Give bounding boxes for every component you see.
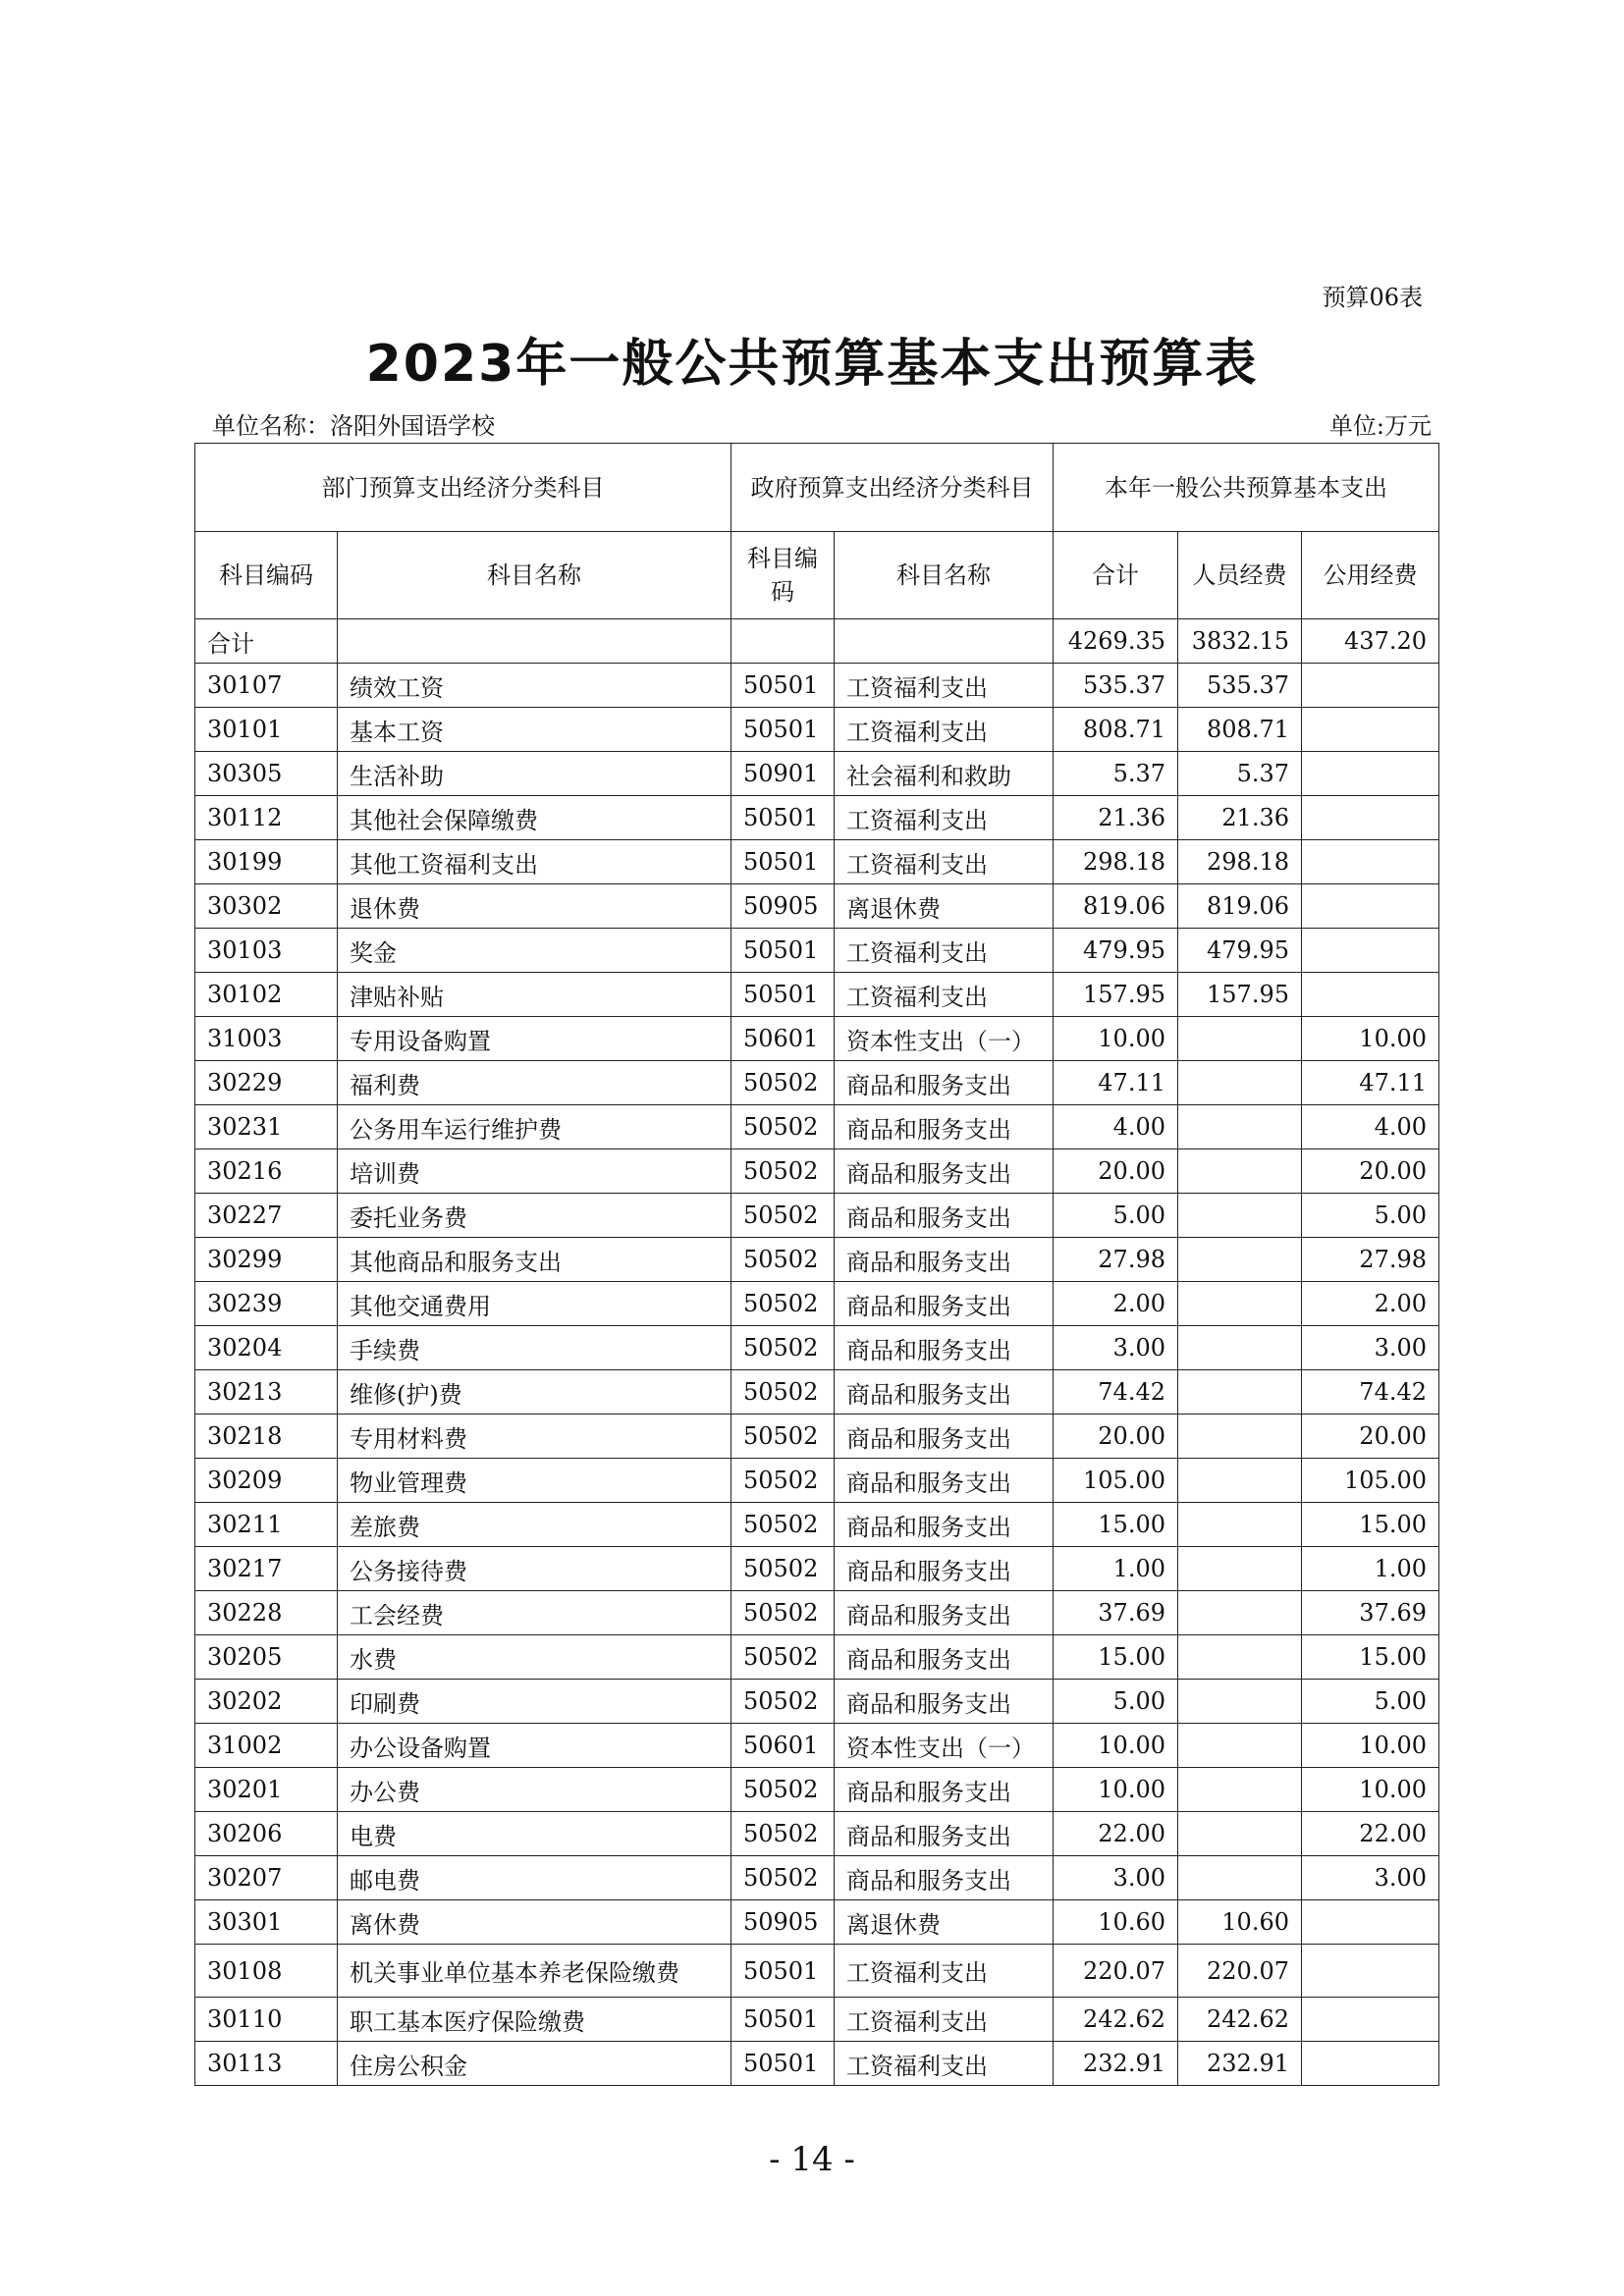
- empty-cell: [338, 619, 731, 664]
- sum-cell: 3.00: [1054, 1326, 1178, 1370]
- name-cell: 专用材料费: [338, 1415, 731, 1459]
- gov-code-cell: 50901: [731, 752, 835, 796]
- public-cell: 4.00: [1302, 1105, 1439, 1149]
- gov-name-cell: 工资福利支出: [835, 708, 1054, 752]
- public-cell: 3.00: [1302, 1326, 1439, 1370]
- gov-code-cell: 50502: [731, 1415, 835, 1459]
- name-cell: 机关事业单位基本养老保险缴费: [338, 1945, 731, 1998]
- gov-name-cell: 商品和服务支出: [835, 1856, 1054, 1900]
- gov-code-cell: 50501: [731, 1945, 835, 1998]
- public-cell: [1302, 1998, 1439, 2042]
- sum-cell: 15.00: [1054, 1635, 1178, 1680]
- code-cell: 30211: [195, 1503, 338, 1547]
- sum-cell: 37.69: [1054, 1591, 1178, 1635]
- gov-name-cell: 商品和服务支出: [835, 1282, 1054, 1326]
- col-header-personnel: 人员经费: [1178, 532, 1302, 619]
- unit-name: 洛阳外国语学校: [330, 412, 495, 440]
- name-cell: 其他工资福利支出: [338, 840, 731, 884]
- gov-code-cell: 50502: [731, 1856, 835, 1900]
- sum-cell: 220.07: [1054, 1945, 1178, 1998]
- sum-cell: 105.00: [1054, 1459, 1178, 1503]
- col-header-gov-code: 科目编码: [731, 532, 835, 619]
- table-row: [195, 1680, 1439, 1724]
- sum-cell: 10.00: [1054, 1724, 1178, 1768]
- personnel-cell: [1178, 1812, 1302, 1856]
- personnel-cell: [1178, 1680, 1302, 1724]
- gov-code-cell: 50502: [731, 1547, 835, 1591]
- gov-code-cell: 50501: [731, 1998, 835, 2042]
- public-cell: 15.00: [1302, 1635, 1439, 1680]
- gov-code-cell: 50502: [731, 1812, 835, 1856]
- gov-code-cell: 50502: [731, 1061, 835, 1105]
- public-cell: [1302, 1945, 1439, 1998]
- code-cell: 30218: [195, 1415, 338, 1459]
- gov-code-cell: 50502: [731, 1326, 835, 1370]
- personnel-cell: 157.95: [1178, 973, 1302, 1017]
- code-cell: 30102: [195, 973, 338, 1017]
- personnel-cell: [1178, 1503, 1302, 1547]
- table-row: [195, 840, 1439, 884]
- col-header-public: 公用经费: [1302, 532, 1439, 619]
- table-row: [195, 1282, 1439, 1326]
- code-cell: 30112: [195, 796, 338, 840]
- table-row: [195, 1459, 1439, 1503]
- code-cell: 30108: [195, 1945, 338, 1998]
- code-cell: 30103: [195, 929, 338, 973]
- col-header-name: 科目名称: [338, 532, 731, 619]
- table-row: [195, 664, 1439, 708]
- public-cell: 22.00: [1302, 1812, 1439, 1856]
- public-cell: 20.00: [1302, 1149, 1439, 1194]
- gov-name-cell: 工资福利支出: [835, 973, 1054, 1017]
- sum-cell: 242.62: [1054, 1998, 1178, 2042]
- name-cell: 基本工资: [338, 708, 731, 752]
- personnel-cell: 242.62: [1178, 1998, 1302, 2042]
- sum-cell: 1.00: [1054, 1547, 1178, 1591]
- table-row: [195, 2042, 1439, 2086]
- sum-cell: 10.00: [1054, 1017, 1178, 1061]
- gov-code-cell: 50502: [731, 1370, 835, 1415]
- table-row: [195, 929, 1439, 973]
- code-cell: 30217: [195, 1547, 338, 1591]
- public-cell: 105.00: [1302, 1459, 1439, 1503]
- gov-code-cell: 50905: [731, 1900, 835, 1945]
- page-number: - 14 -: [769, 2140, 855, 2179]
- personnel-cell: 298.18: [1178, 840, 1302, 884]
- sum-cell: 21.36: [1054, 796, 1178, 840]
- public-cell: 74.42: [1302, 1370, 1439, 1415]
- sum-cell: 535.37: [1054, 664, 1178, 708]
- name-cell: 离休费: [338, 1900, 731, 1945]
- code-cell: 31003: [195, 1017, 338, 1061]
- public-cell: [1302, 708, 1439, 752]
- table-row: [195, 1998, 1439, 2042]
- name-cell: 公务接待费: [338, 1547, 731, 1591]
- gov-name-cell: 商品和服务支出: [835, 1503, 1054, 1547]
- gov-name-cell: 商品和服务支出: [835, 1326, 1054, 1370]
- personnel-cell: [1178, 1591, 1302, 1635]
- unit-info: [194, 406, 1432, 442]
- gov-code-cell: 50502: [731, 1591, 835, 1635]
- total-public: 437.20: [1302, 619, 1439, 664]
- code-cell: 30231: [195, 1105, 338, 1149]
- personnel-cell: [1178, 1149, 1302, 1194]
- table-row: [195, 1149, 1439, 1194]
- table-row: [195, 1945, 1439, 1998]
- code-cell: 30301: [195, 1900, 338, 1945]
- group-header-gov: 政府预算支出经济分类科目: [731, 444, 1054, 532]
- gov-code-cell: 50502: [731, 1238, 835, 1282]
- name-cell: 培训费: [338, 1149, 731, 1194]
- code-cell: 30239: [195, 1282, 338, 1326]
- name-cell: 邮电费: [338, 1856, 731, 1900]
- code-cell: 30207: [195, 1856, 338, 1900]
- gov-name-cell: 商品和服务支出: [835, 1415, 1054, 1459]
- name-cell: 职工基本医疗保险缴费: [338, 1998, 731, 2042]
- sum-cell: 298.18: [1054, 840, 1178, 884]
- public-cell: 2.00: [1302, 1282, 1439, 1326]
- table-row: [195, 708, 1439, 752]
- public-cell: [1302, 840, 1439, 884]
- name-cell: 生活补助: [338, 752, 731, 796]
- public-cell: [1302, 973, 1439, 1017]
- code-cell: 30227: [195, 1194, 338, 1238]
- table-row: [195, 1591, 1439, 1635]
- code-cell: 30229: [195, 1061, 338, 1105]
- gov-name-cell: 工资福利支出: [835, 840, 1054, 884]
- unit-label: 单位名称：: [212, 412, 330, 440]
- code-cell: 30204: [195, 1326, 338, 1370]
- gov-name-cell: 商品和服务支出: [835, 1061, 1054, 1105]
- name-cell: 专用设备购置: [338, 1017, 731, 1061]
- gov-name-cell: 商品和服务支出: [835, 1105, 1054, 1149]
- name-cell: 维修(护)费: [338, 1370, 731, 1415]
- sum-cell: 5.00: [1054, 1194, 1178, 1238]
- code-cell: 30305: [195, 752, 338, 796]
- name-cell: 工会经费: [338, 1591, 731, 1635]
- col-header-sum: 合计: [1054, 532, 1178, 619]
- table-row: [195, 1194, 1439, 1238]
- code-cell: 30209: [195, 1459, 338, 1503]
- sum-cell: 3.00: [1054, 1856, 1178, 1900]
- sum-cell: 10.00: [1054, 1768, 1178, 1812]
- gov-code-cell: 50601: [731, 1724, 835, 1768]
- code-cell: 30107: [195, 664, 338, 708]
- personnel-cell: [1178, 1105, 1302, 1149]
- gov-name-cell: 商品和服务支出: [835, 1812, 1054, 1856]
- sum-cell: 74.42: [1054, 1370, 1178, 1415]
- name-cell: 其他社会保障缴费: [338, 796, 731, 840]
- personnel-cell: [1178, 1194, 1302, 1238]
- gov-code-cell: 50501: [731, 929, 835, 973]
- name-cell: 其他交通费用: [338, 1282, 731, 1326]
- sum-cell: 10.60: [1054, 1900, 1178, 1945]
- gov-name-cell: 工资福利支出: [835, 1998, 1054, 2042]
- table-row: [195, 1724, 1439, 1768]
- gov-code-cell: 50501: [731, 796, 835, 840]
- gov-name-cell: 工资福利支出: [835, 2042, 1054, 2086]
- total-label: 合计: [195, 619, 338, 664]
- total-sum: 4269.35: [1054, 619, 1178, 664]
- table-row: [195, 1238, 1439, 1282]
- gov-name-cell: 资本性支出（一）: [835, 1017, 1054, 1061]
- personnel-cell: [1178, 1017, 1302, 1061]
- total-row: [195, 619, 1439, 664]
- gov-name-cell: 商品和服务支出: [835, 1635, 1054, 1680]
- gov-name-cell: 商品和服务支出: [835, 1680, 1054, 1724]
- empty-cell: [835, 619, 1054, 664]
- public-cell: 27.98: [1302, 1238, 1439, 1282]
- code-cell: 30205: [195, 1635, 338, 1680]
- gov-name-cell: 离退休费: [835, 1900, 1054, 1945]
- gov-name-cell: 商品和服务支出: [835, 1459, 1054, 1503]
- public-cell: [1302, 929, 1439, 973]
- table-row: [195, 1061, 1439, 1105]
- name-cell: 奖金: [338, 929, 731, 973]
- public-cell: [1302, 796, 1439, 840]
- public-cell: 10.00: [1302, 1724, 1439, 1768]
- public-cell: 1.00: [1302, 1547, 1439, 1591]
- table-row: [195, 1415, 1439, 1459]
- personnel-cell: 10.60: [1178, 1900, 1302, 1945]
- table-row: [195, 1503, 1439, 1547]
- sum-cell: 808.71: [1054, 708, 1178, 752]
- group-header-dept: 部门预算支出经济分类科目: [195, 444, 731, 532]
- personnel-cell: [1178, 1326, 1302, 1370]
- table-row: [195, 1105, 1439, 1149]
- group-header-budget: 本年一般公共预算基本支出: [1054, 444, 1439, 532]
- table-row: [195, 796, 1439, 840]
- table-row: [195, 1856, 1439, 1900]
- gov-code-cell: 50502: [731, 1635, 835, 1680]
- sum-cell: 47.11: [1054, 1061, 1178, 1105]
- currency-unit: 单位:万元: [1328, 412, 1432, 440]
- name-cell: 办公费: [338, 1768, 731, 1812]
- personnel-cell: [1178, 1547, 1302, 1591]
- sum-cell: 27.98: [1054, 1238, 1178, 1282]
- name-cell: 福利费: [338, 1061, 731, 1105]
- table-row: [195, 973, 1439, 1017]
- name-cell: 公务用车运行维护费: [338, 1105, 731, 1149]
- sum-cell: 22.00: [1054, 1812, 1178, 1856]
- personnel-cell: [1178, 1415, 1302, 1459]
- gov-name-cell: 工资福利支出: [835, 664, 1054, 708]
- code-cell: 31002: [195, 1724, 338, 1768]
- sum-cell: 232.91: [1054, 2042, 1178, 2086]
- gov-code-cell: 50601: [731, 1017, 835, 1061]
- personnel-cell: [1178, 1768, 1302, 1812]
- name-cell: 手续费: [338, 1326, 731, 1370]
- public-cell: [1302, 2042, 1439, 2086]
- personnel-cell: [1178, 1370, 1302, 1415]
- gov-code-cell: 50502: [731, 1768, 835, 1812]
- public-cell: 20.00: [1302, 1415, 1439, 1459]
- name-cell: 办公设备购置: [338, 1724, 731, 1768]
- code-cell: 30228: [195, 1591, 338, 1635]
- gov-code-cell: 50502: [731, 1105, 835, 1149]
- public-cell: 37.69: [1302, 1591, 1439, 1635]
- sum-cell: 20.00: [1054, 1149, 1178, 1194]
- gov-code-cell: 50501: [731, 708, 835, 752]
- name-cell: 水费: [338, 1635, 731, 1680]
- gov-name-cell: 工资福利支出: [835, 1945, 1054, 1998]
- gov-name-cell: 商品和服务支出: [835, 1591, 1054, 1635]
- code-cell: 30101: [195, 708, 338, 752]
- gov-name-cell: 商品和服务支出: [835, 1149, 1054, 1194]
- total-personnel: 3832.15: [1178, 619, 1302, 664]
- personnel-cell: 5.37: [1178, 752, 1302, 796]
- sum-cell: 5.37: [1054, 752, 1178, 796]
- gov-name-cell: 商品和服务支出: [835, 1238, 1054, 1282]
- public-cell: [1302, 664, 1439, 708]
- sum-cell: 4.00: [1054, 1105, 1178, 1149]
- public-cell: [1302, 884, 1439, 929]
- budget-table: [194, 443, 1439, 2086]
- sum-cell: 15.00: [1054, 1503, 1178, 1547]
- personnel-cell: 535.37: [1178, 664, 1302, 708]
- name-cell: 其他商品和服务支出: [338, 1238, 731, 1282]
- personnel-cell: 819.06: [1178, 884, 1302, 929]
- personnel-cell: [1178, 1724, 1302, 1768]
- col-header-code: 科目编码: [195, 532, 338, 619]
- name-cell: 电费: [338, 1812, 731, 1856]
- table-row: [195, 1017, 1439, 1061]
- personnel-cell: 479.95: [1178, 929, 1302, 973]
- gov-name-cell: 工资福利支出: [835, 796, 1054, 840]
- form-number: 预算06表: [1322, 284, 1423, 311]
- name-cell: 绩效工资: [338, 664, 731, 708]
- sum-cell: 2.00: [1054, 1282, 1178, 1326]
- gov-code-cell: 50501: [731, 973, 835, 1017]
- sum-cell: 157.95: [1054, 973, 1178, 1017]
- personnel-cell: [1178, 1061, 1302, 1105]
- gov-name-cell: 商品和服务支出: [835, 1370, 1054, 1415]
- name-cell: 物业管理费: [338, 1459, 731, 1503]
- personnel-cell: [1178, 1459, 1302, 1503]
- gov-name-cell: 商品和服务支出: [835, 1194, 1054, 1238]
- gov-code-cell: 50501: [731, 664, 835, 708]
- public-cell: 10.00: [1302, 1017, 1439, 1061]
- code-cell: 30199: [195, 840, 338, 884]
- personnel-cell: [1178, 1282, 1302, 1326]
- personnel-cell: [1178, 1635, 1302, 1680]
- personnel-cell: 21.36: [1178, 796, 1302, 840]
- gov-code-cell: 50905: [731, 884, 835, 929]
- public-cell: 5.00: [1302, 1194, 1439, 1238]
- code-cell: 30299: [195, 1238, 338, 1282]
- gov-code-cell: 50501: [731, 840, 835, 884]
- empty-cell: [731, 619, 835, 664]
- name-cell: 退休费: [338, 884, 731, 929]
- gov-code-cell: 50502: [731, 1680, 835, 1724]
- sum-cell: 819.06: [1054, 884, 1178, 929]
- gov-name-cell: 资本性支出（一）: [835, 1724, 1054, 1768]
- name-cell: 委托业务费: [338, 1194, 731, 1238]
- gov-name-cell: 工资福利支出: [835, 929, 1054, 973]
- public-cell: 3.00: [1302, 1856, 1439, 1900]
- name-cell: 住房公积金: [338, 2042, 731, 2086]
- gov-code-cell: 50502: [731, 1503, 835, 1547]
- gov-code-cell: 50502: [731, 1282, 835, 1326]
- personnel-cell: 220.07: [1178, 1945, 1302, 1998]
- col-header-gov-name: 科目名称: [835, 532, 1054, 619]
- sum-cell: 5.00: [1054, 1680, 1178, 1724]
- gov-code-cell: 50502: [731, 1459, 835, 1503]
- personnel-cell: [1178, 1238, 1302, 1282]
- public-cell: 47.11: [1302, 1061, 1439, 1105]
- personnel-cell: 232.91: [1178, 2042, 1302, 2086]
- public-cell: 10.00: [1302, 1768, 1439, 1812]
- code-cell: 30213: [195, 1370, 338, 1415]
- code-cell: 30202: [195, 1680, 338, 1724]
- table-row: [195, 1900, 1439, 1945]
- gov-code-cell: 50502: [731, 1194, 835, 1238]
- table-row: [195, 1370, 1439, 1415]
- personnel-cell: 808.71: [1178, 708, 1302, 752]
- table-row: [195, 1547, 1439, 1591]
- code-cell: 30206: [195, 1812, 338, 1856]
- sum-cell: 20.00: [1054, 1415, 1178, 1459]
- gov-code-cell: 50502: [731, 1149, 835, 1194]
- gov-name-cell: 离退休费: [835, 884, 1054, 929]
- code-cell: 30110: [195, 1998, 338, 2042]
- gov-name-cell: 商品和服务支出: [835, 1547, 1054, 1591]
- table-row: [195, 1326, 1439, 1370]
- public-cell: 15.00: [1302, 1503, 1439, 1547]
- code-cell: 30216: [195, 1149, 338, 1194]
- table-body: [195, 619, 1439, 2086]
- gov-name-cell: 社会福利和救助: [835, 752, 1054, 796]
- public-cell: [1302, 752, 1439, 796]
- sum-cell: 479.95: [1054, 929, 1178, 973]
- name-cell: 差旅费: [338, 1503, 731, 1547]
- personnel-cell: [1178, 1856, 1302, 1900]
- table-row: [195, 752, 1439, 796]
- code-cell: 30113: [195, 2042, 338, 2086]
- table-row: [195, 1635, 1439, 1680]
- unit-name-line: [212, 406, 495, 441]
- code-cell: 30201: [195, 1768, 338, 1812]
- page-title: 2023年一般公共预算基本支出预算表: [365, 335, 1259, 394]
- gov-code-cell: 50501: [731, 2042, 835, 2086]
- name-cell: 津贴补贴: [338, 973, 731, 1017]
- name-cell: 印刷费: [338, 1680, 731, 1724]
- gov-name-cell: 商品和服务支出: [835, 1768, 1054, 1812]
- table-row: [195, 884, 1439, 929]
- public-cell: [1302, 1900, 1439, 1945]
- table-row: [195, 1812, 1439, 1856]
- table-row: [195, 1768, 1439, 1812]
- public-cell: 5.00: [1302, 1680, 1439, 1724]
- code-cell: 30302: [195, 884, 338, 929]
